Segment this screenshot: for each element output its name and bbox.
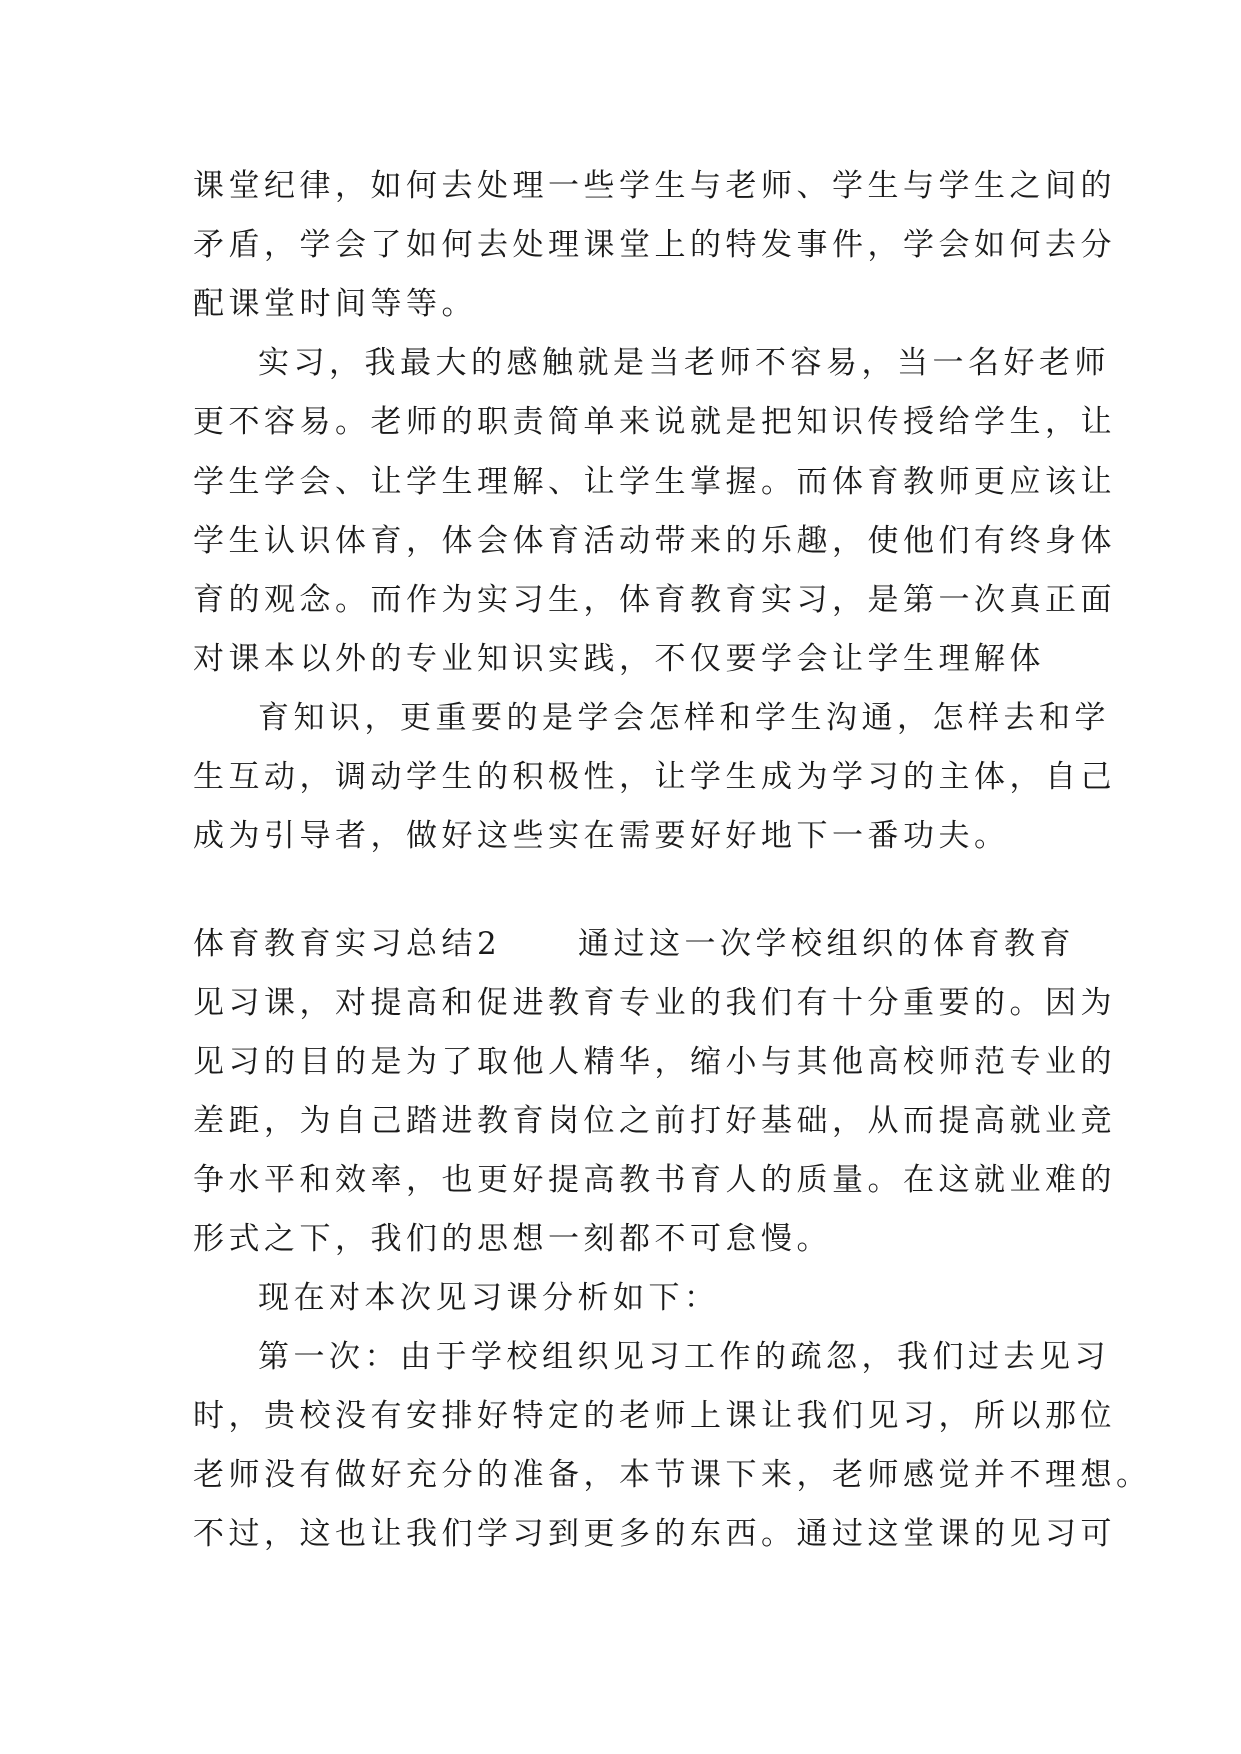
text-line: 实习，我最大的感触就是当老师不容易，当一名好老师 [258, 345, 1110, 381]
text-line: 争水平和效率，也更好提高教书育人的质量。在这就业难的 [193, 1162, 1116, 1198]
text-line: 生互动，调动学生的积极性，让学生成为学习的主体，自己 [193, 759, 1116, 795]
text-line: 育知识，更重要的是学会怎样和学生沟通，怎样去和学 [258, 700, 1110, 736]
text-line: 不过，这也让我们学习到更多的东西。通过这堂课的见习可 [193, 1516, 1116, 1552]
section-heading: 体育教育实习总结2 [193, 926, 502, 962]
text-line: 育的观念。而作为实习生，体育教育实习，是第一次真正面 [193, 582, 1116, 618]
section-heading-tail: 通过这一次学校组织的体育教育 [578, 926, 1075, 962]
text-line: 见习的目的是为了取他人精华，缩小与其他高校师范专业的 [193, 1044, 1116, 1080]
text-line: 对课本以外的专业知识实践，不仅要学会让学生理解体 [193, 641, 1045, 677]
text-line: 配课堂时间等等。 [193, 286, 477, 322]
text-line: 课堂纪律，如何去处理一些学生与老师、学生与学生之间的 [193, 168, 1116, 204]
text-line: 更不容易。老师的职责简单来说就是把知识传授给学生，让 [193, 404, 1116, 440]
text-line: 时，贵校没有安排好特定的老师上课让我们见习，所以那位 [193, 1398, 1116, 1434]
text-line: 成为引导者，做好这些实在需要好好地下一番功夫。 [193, 818, 1010, 854]
text-line: 矛盾，学会了如何去处理课堂上的特发事件，学会如何去分 [193, 227, 1116, 263]
text-line: 学生学会、让学生理解、让学生掌握。而体育教师更应该让 [193, 464, 1116, 500]
text-line: 第一次：由于学校组织见习工作的疏忽，我们过去见习 [258, 1339, 1110, 1375]
text-line: 形式之下，我们的思想一刻都不可怠慢。 [193, 1221, 832, 1257]
text-line: 现在对本次见习课分析如下： [258, 1280, 720, 1316]
text-line: 差距，为自己踏进教育岗位之前打好基础，从而提高就业竞 [193, 1103, 1116, 1139]
text-line: 学生认识体育，体会体育活动带来的乐趣，使他们有终身体 [193, 523, 1116, 559]
text-line: 老师没有做好充分的准备，本节课下来，老师感觉并不理想。 [193, 1457, 1152, 1493]
text-line: 见习课，对提高和促进教育专业的我们有十分重要的。因为 [193, 985, 1116, 1021]
